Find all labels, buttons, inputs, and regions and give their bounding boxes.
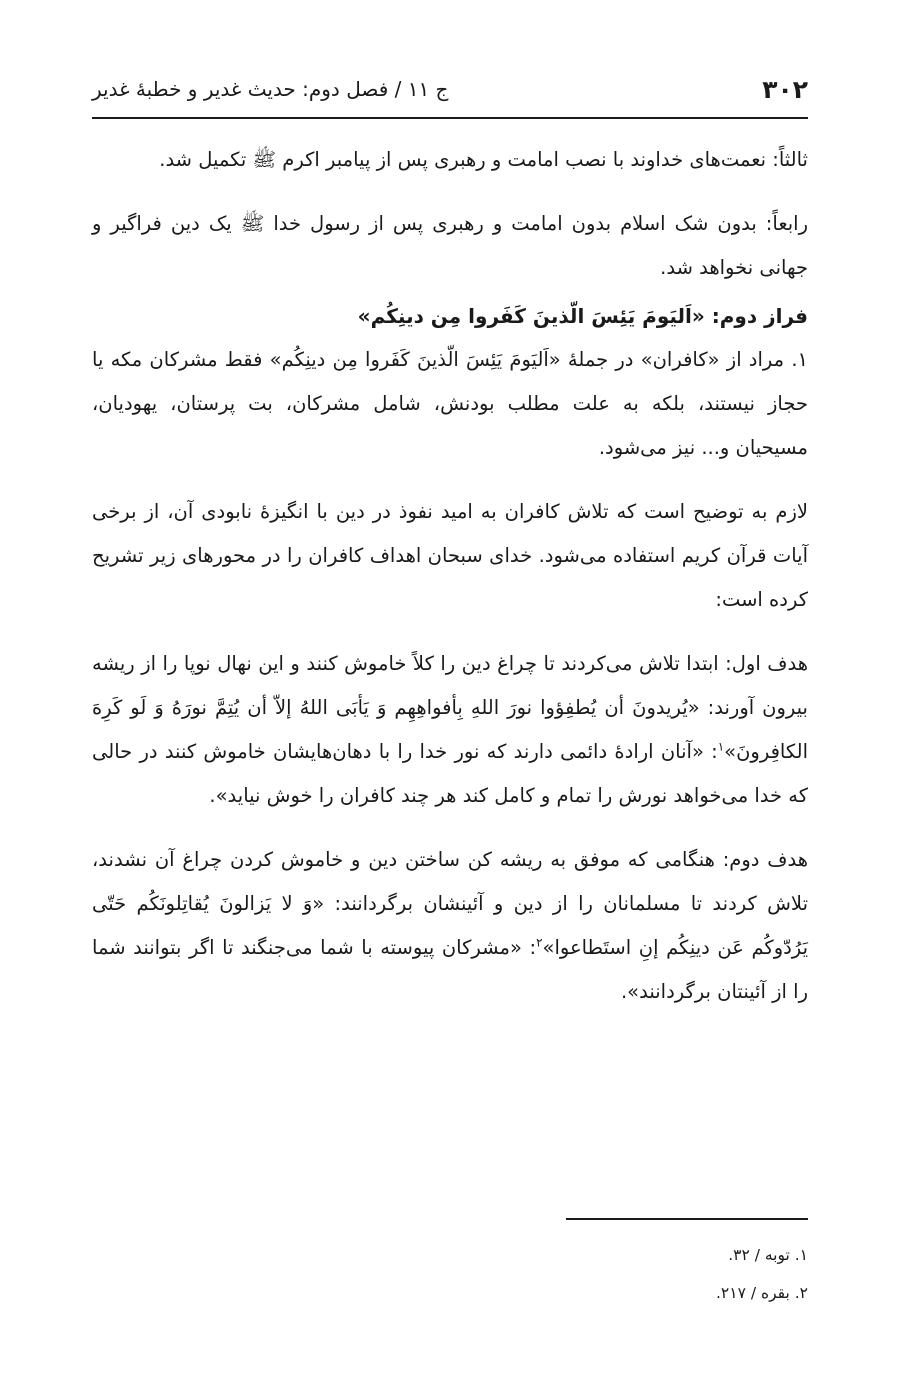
paragraph-kafiran: ۱. مراد از «کافران» در جملهٔ «اَلیَومَ یَئِسَ الّذینَ کَفَروا مِن دینِکُم» فقط مشرکان مکه یا حجاز نیستند، بلکه به علت مطلب بودنش، شامل مشرکان، بت پرستان، یهودیان، مسیحیان و... نیز می‌شود. xyxy=(92,348,808,459)
footnotes xyxy=(92,1236,808,1312)
footnote-ref-1[interactable]: ۱ xyxy=(717,739,725,754)
footnote-2: ۲. بقره / ۲۱۷. xyxy=(715,1284,808,1302)
section-heading: فراز دوم: «اَلیَومَ یَئِسَ الّذینَ کَفَروا مِن دینِکُم» xyxy=(357,304,808,328)
header-divider xyxy=(92,117,808,119)
paragraph-goal-one xyxy=(92,642,808,818)
goal-one-translation: : «آنان ارادهٔ دائمی دارند که نور خدا را با دهان‌هایشان خاموش کنند در حالی که خدا می‌خواهد نورش را تمام و کامل کند هر چند کافران را خوش نیاید». xyxy=(92,740,808,807)
page-header xyxy=(92,66,808,112)
paragraph-explanation: لازم به توضیح است که تلاش کافران به امید نفوذ در دین با انگیزهٔ نابودی آن، از برخی آیات قرآن کریم استفاده می‌شود. خدای سبحان اهداف کافران را در محورهای زیر تشریح کرده است: xyxy=(92,500,808,611)
goal-one-text: هدف اول: ابتدا تلاش می‌کردند تا چراغ دین را کلاً خاموش کنند و این نهال نوپا را از ریشه بیرون آورند: «یُریدونَ أن یُطفِؤوا نورَ اللهِ بِأفواهِهِم وَ یَأبَی اللهُ إلاّ أن یُتِمَّ نورَهُ وَ لَو کَرِهَ الکافِرونَ» xyxy=(92,652,808,763)
main-text xyxy=(92,138,808,1034)
footnote-ref-2[interactable]: ۲ xyxy=(536,935,543,950)
running-title: ج ۱۱ / فصل دوم: حدیث غدیر و خطبهٔ غدیر xyxy=(92,77,449,101)
footnote-divider xyxy=(566,1218,808,1220)
goal-two-text: هدف دوم: هنگامی که موفق به ریشه کن ساختن دین و خاموش کردن چراغ آن نشدند، تلاش کردند تا مسلمانان را از دین و آئینشان برگردانند: «وَ لا یَزالونَ یُقاتِلونَکُم حَتّی یَرُدّوکُم عَن دینِکُم إنِ استَطاعوا» xyxy=(92,848,808,959)
paragraph-third: ثالثاً: نعمت‌های خداوند با نصب امامت و رهبری پس از پیامبر اکرم ﷺ تکمیل شد. xyxy=(159,148,808,171)
goal-two-translation: : «مشرکان پیوسته با شما می‌جنگند تا اگر بتوانند شما را از آئینتان برگردانند». xyxy=(92,936,808,1003)
paragraph-fourth: رابعاً: بدون شک اسلام بدون امامت و رهبری پس از رسول خدا ﷺ یک دین فراگیر و جهانی نخواهد شد. xyxy=(92,212,808,279)
footnote-1: ۱. توبه / ۳۲. xyxy=(728,1246,808,1264)
page-number: ۳۰۲ xyxy=(762,74,808,104)
paragraph-goal-two xyxy=(92,838,808,1014)
